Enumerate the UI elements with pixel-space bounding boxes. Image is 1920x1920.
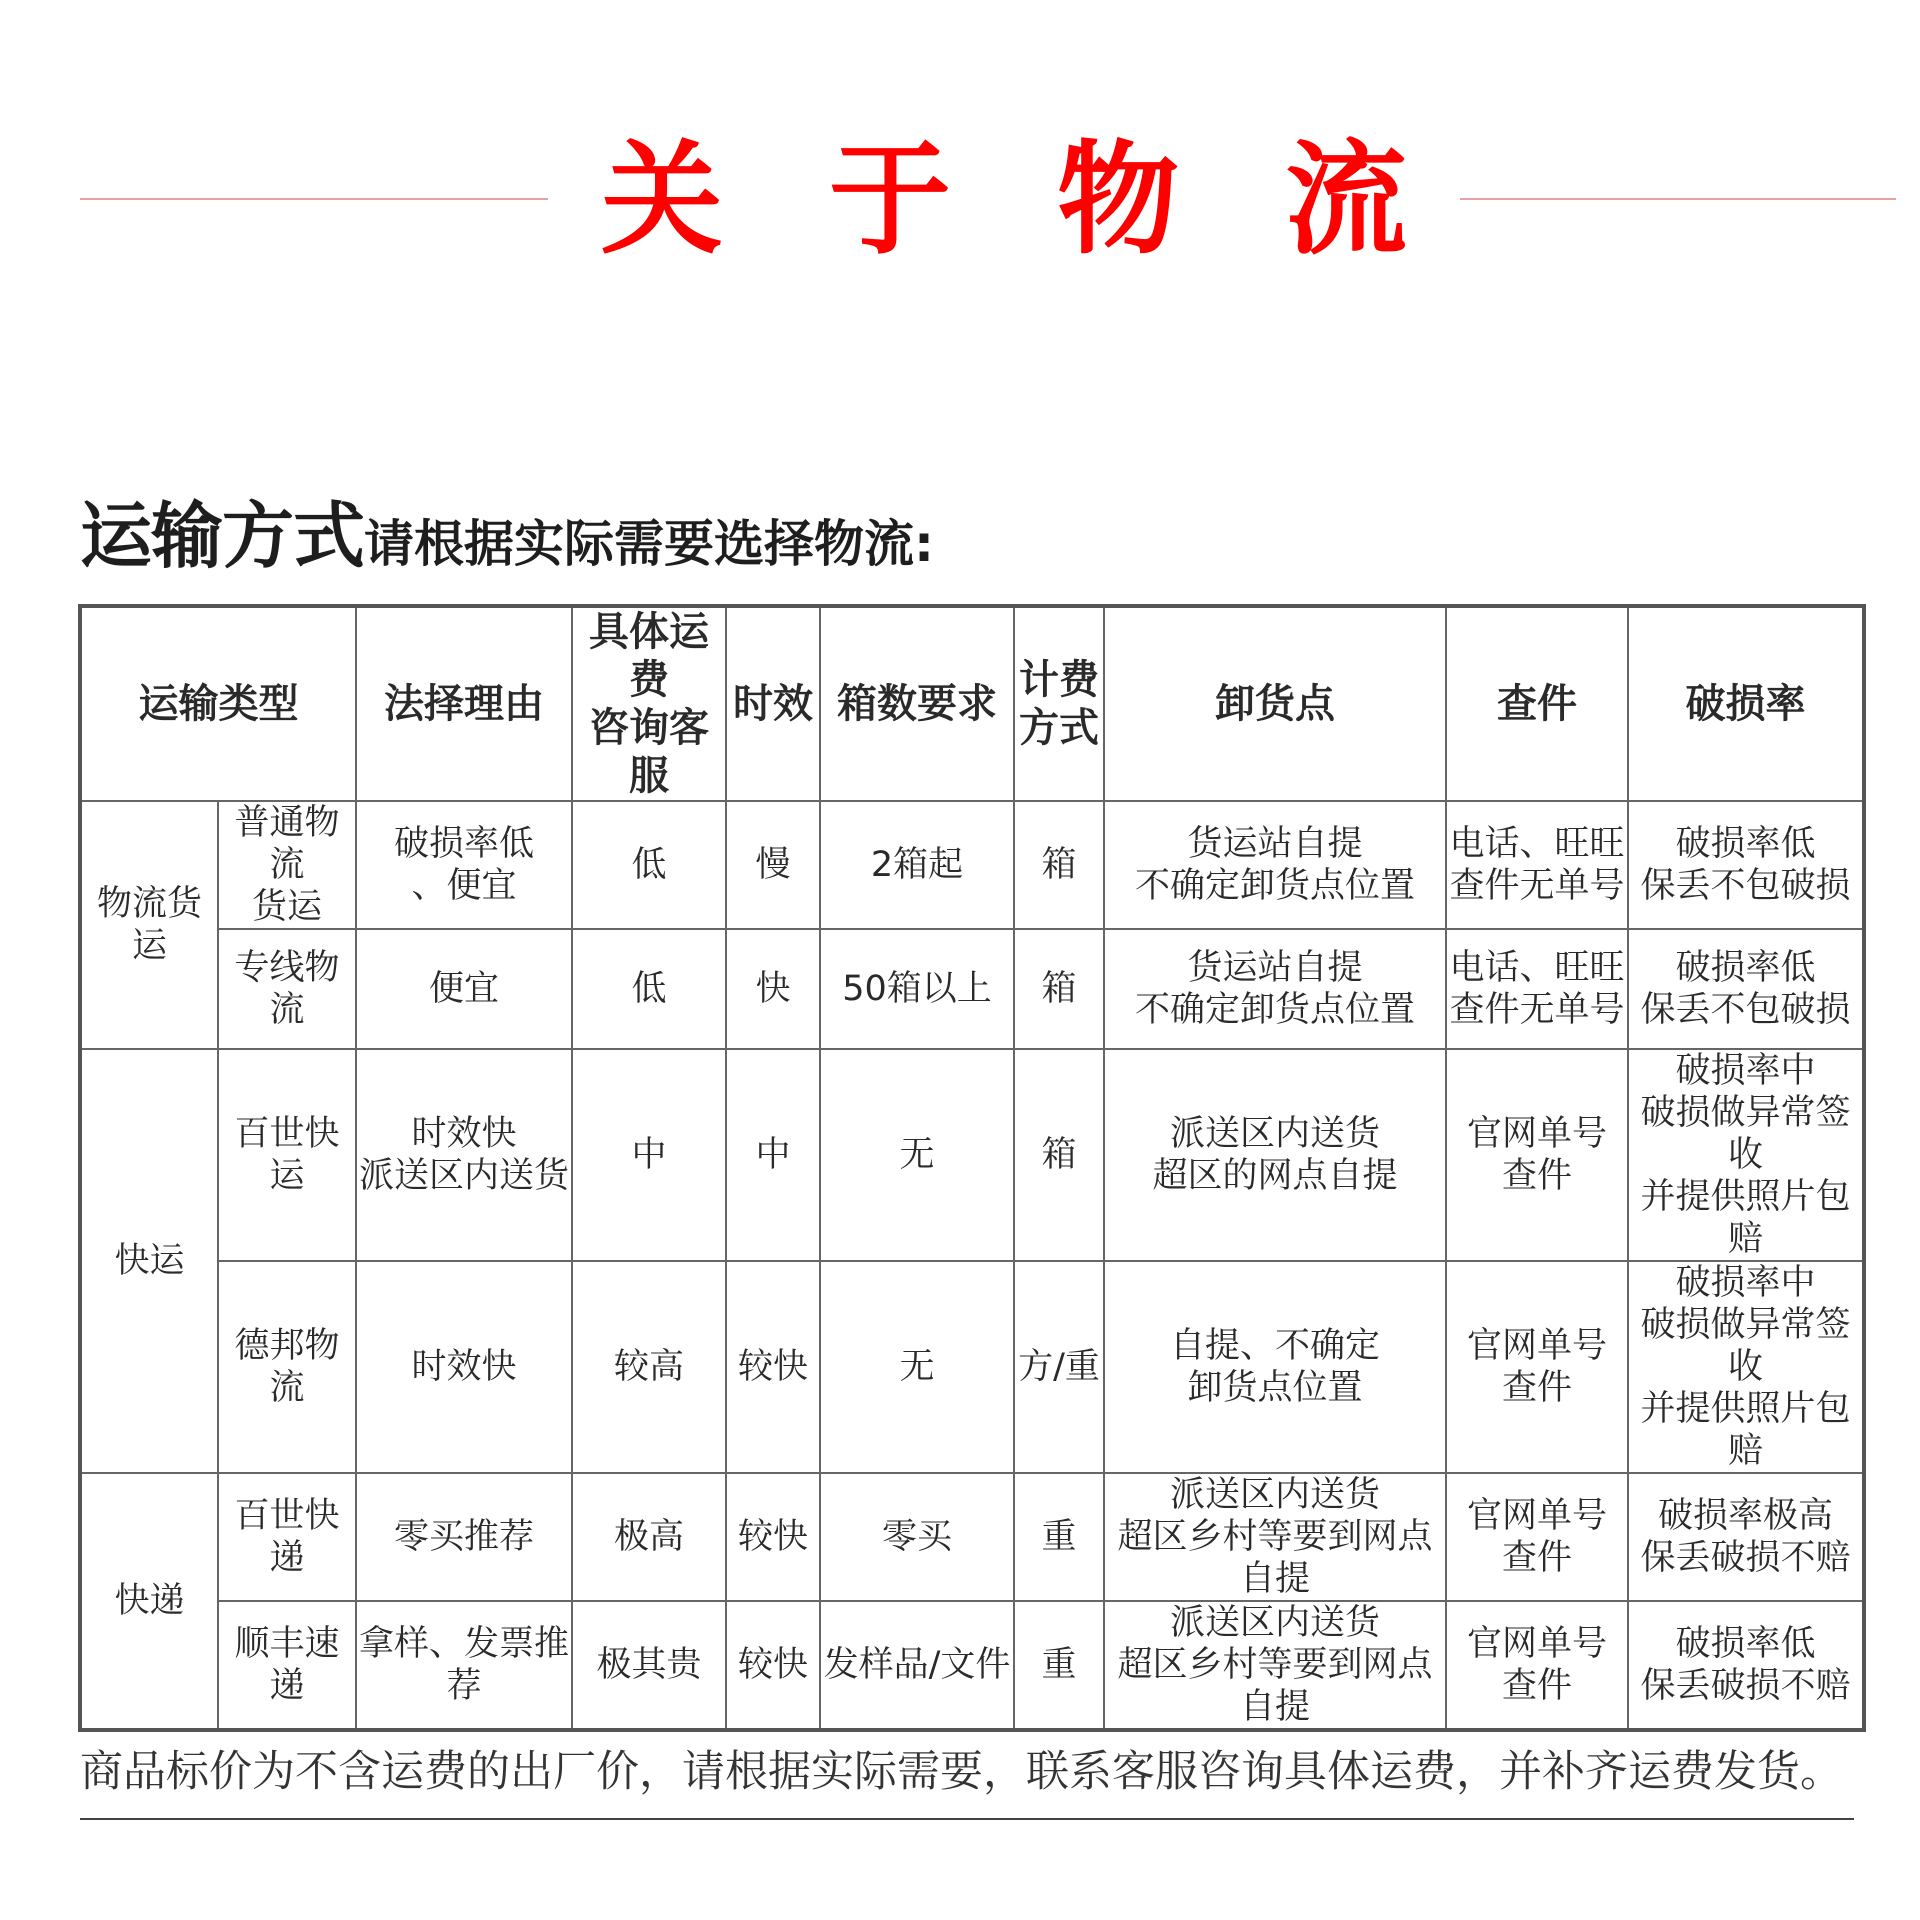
table-cell: 方/重 bbox=[1014, 1261, 1104, 1473]
group-cell: 快递 bbox=[80, 1473, 218, 1730]
table-cell: 派送区内送货 超区的网点自提 bbox=[1104, 1049, 1446, 1261]
table-cell: 极高 bbox=[572, 1473, 726, 1601]
header-cell: 法择理由 bbox=[356, 606, 572, 801]
section-subtitle: 请根据实际需要选择物流: bbox=[364, 515, 935, 573]
table-cell: 破损率低 保丢不包破损 bbox=[1628, 801, 1864, 929]
header-cell: 计费 方式 bbox=[1014, 606, 1104, 801]
table-cell: 中 bbox=[726, 1049, 820, 1261]
title-char: 物 bbox=[1057, 129, 1179, 271]
table-cell: 专线物流 bbox=[218, 929, 356, 1049]
table-cell: 破损率中 破损做异常签收 并提供照片包赔 bbox=[1628, 1261, 1864, 1473]
table-cell: 较高 bbox=[572, 1261, 726, 1473]
table-cell: 货运站自提 不确定卸货点位置 bbox=[1104, 801, 1446, 929]
table-cell: 顺丰速递 bbox=[218, 1601, 356, 1730]
table-cell: 无 bbox=[820, 1049, 1014, 1261]
table-cell: 时效快 派送区内送货 bbox=[356, 1049, 572, 1261]
group-cell: 物流货运 bbox=[80, 801, 218, 1049]
header-rule-right bbox=[1460, 198, 1896, 200]
table-cell: 重 bbox=[1014, 1601, 1104, 1730]
table-cell: 德邦物流 bbox=[218, 1261, 356, 1473]
table-cell: 官网单号 查件 bbox=[1446, 1473, 1628, 1601]
table-cell: 普通物流 货运 bbox=[218, 801, 356, 929]
table-cell: 50箱以上 bbox=[820, 929, 1014, 1049]
table-cell: 电话、旺旺 查件无单号 bbox=[1446, 801, 1628, 929]
table-cell: 零买推荐 bbox=[356, 1473, 572, 1601]
table-cell: 自提、不确定 卸货点位置 bbox=[1104, 1261, 1446, 1473]
table-cell: 货运站自提 不确定卸货点位置 bbox=[1104, 929, 1446, 1049]
table-cell: 箱 bbox=[1014, 801, 1104, 929]
header-cell: 箱数要求 bbox=[820, 606, 1014, 801]
table-cell: 重 bbox=[1014, 1473, 1104, 1601]
table-cell: 快 bbox=[726, 929, 820, 1049]
table-cell: 官网单号 查件 bbox=[1446, 1049, 1628, 1261]
page-header bbox=[0, 130, 1920, 270]
table-row bbox=[80, 801, 1864, 929]
title-char: 关 bbox=[601, 129, 723, 271]
header-cell: 运输类型 bbox=[80, 606, 356, 801]
group-cell: 快运 bbox=[80, 1049, 218, 1473]
table-cell: 无 bbox=[820, 1261, 1014, 1473]
table-cell: 破损率低 保丢不包破损 bbox=[1628, 929, 1864, 1049]
table-cell: 破损率低 、便宜 bbox=[356, 801, 572, 929]
header-cell: 查件 bbox=[1446, 606, 1628, 801]
header-rule-left bbox=[80, 198, 548, 200]
table-cell: 箱 bbox=[1014, 1049, 1104, 1261]
table-row bbox=[80, 1261, 1864, 1473]
table-cell: 百世快运 bbox=[218, 1049, 356, 1261]
table-cell: 破损率低 保丢破损不赔 bbox=[1628, 1601, 1864, 1730]
table-cell: 较快 bbox=[726, 1473, 820, 1601]
table-cell: 派送区内送货 超区乡村等要到网点自提 bbox=[1104, 1601, 1446, 1730]
table-cell: 官网单号 查件 bbox=[1446, 1601, 1628, 1730]
table-cell: 极其贵 bbox=[572, 1601, 726, 1730]
table-cell: 低 bbox=[572, 801, 726, 929]
title-char: 于 bbox=[829, 129, 951, 271]
table-cell: 中 bbox=[572, 1049, 726, 1261]
footer-rule bbox=[80, 1818, 1854, 1820]
title-char: 流 bbox=[1285, 129, 1407, 271]
table-cell: 时效快 bbox=[356, 1261, 572, 1473]
table-cell: 便宜 bbox=[356, 929, 572, 1049]
table-cell: 破损率中 破损做异常签收 并提供照片包赔 bbox=[1628, 1049, 1864, 1261]
header-cell: 卸货点 bbox=[1104, 606, 1446, 801]
table-cell: 官网单号 查件 bbox=[1446, 1261, 1628, 1473]
table-cell: 电话、旺旺 查件无单号 bbox=[1446, 929, 1628, 1049]
table-cell: 低 bbox=[572, 929, 726, 1049]
table-cell: 拿样、发票推荐 bbox=[356, 1601, 572, 1730]
table-cell: 零买 bbox=[820, 1473, 1014, 1601]
footer-note: 商品标价为不含运费的出厂价，请根据实际需要，联系客服咨询具体运费，并补齐运费发货。 bbox=[80, 1747, 1843, 1797]
table-cell: 派送区内送货 超区乡村等要到网点自提 bbox=[1104, 1473, 1446, 1601]
table-cell: 较快 bbox=[726, 1261, 820, 1473]
table-cell: 百世快递 bbox=[218, 1473, 356, 1601]
table-row bbox=[80, 1473, 1864, 1601]
table-row bbox=[80, 929, 1864, 1049]
section-title: 运输方式 bbox=[80, 494, 365, 578]
table-cell: 发样品/文件 bbox=[820, 1601, 1014, 1730]
table-cell: 箱 bbox=[1014, 929, 1104, 1049]
logistics-table bbox=[78, 604, 1866, 1732]
section-heading bbox=[80, 478, 935, 578]
header-cell: 破损率 bbox=[1628, 606, 1864, 801]
table-header-row bbox=[80, 606, 1864, 801]
header-cell: 时效 bbox=[726, 606, 820, 801]
table-cell: 2箱起 bbox=[820, 801, 1014, 929]
page-title bbox=[548, 130, 1460, 270]
table-cell: 较快 bbox=[726, 1601, 820, 1730]
table-cell: 慢 bbox=[726, 801, 820, 929]
table-cell: 破损率极高 保丢破损不赔 bbox=[1628, 1473, 1864, 1601]
table-row bbox=[80, 1601, 1864, 1730]
table-row bbox=[80, 1049, 1864, 1261]
header-cell: 具体运费 咨询客服 bbox=[572, 606, 726, 801]
